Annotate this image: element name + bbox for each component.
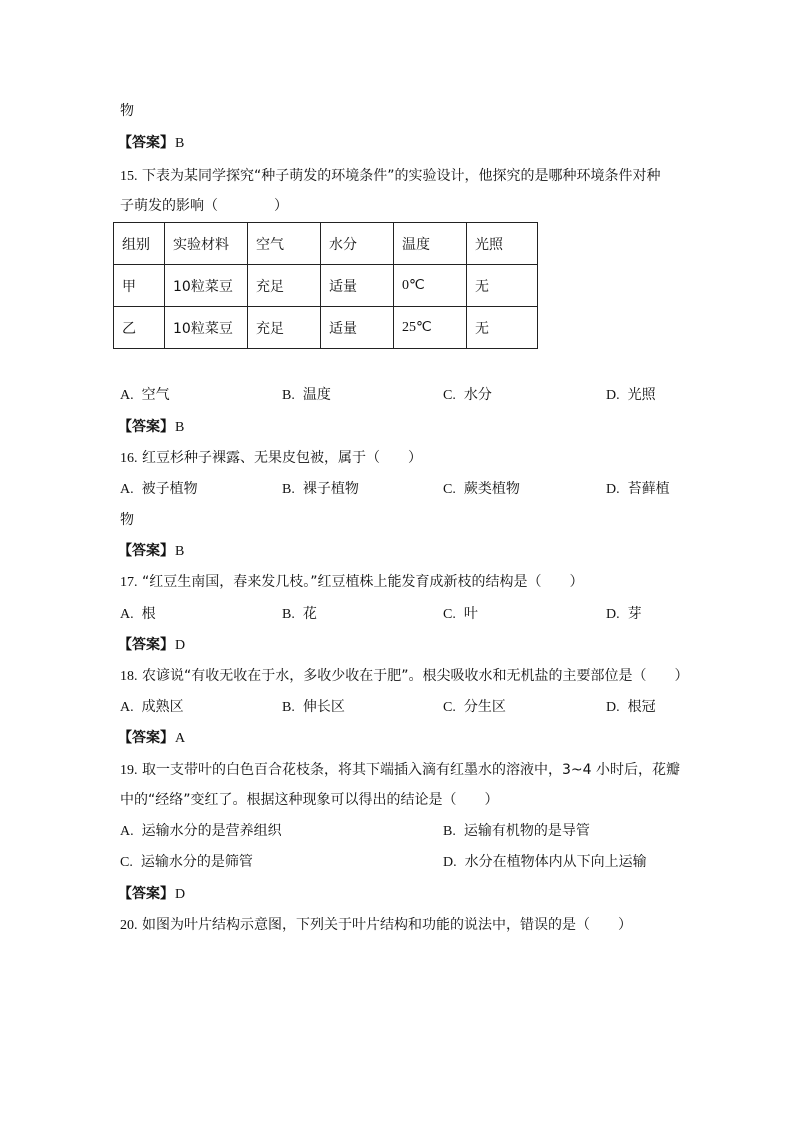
answer-line-16 [118, 541, 184, 562]
option-a[interactable] [120, 604, 156, 625]
table-cell: 25℃ [394, 307, 467, 349]
option-b[interactable] [282, 604, 317, 625]
answer-value: B [175, 420, 185, 435]
option-text: 水分在植物体内从下向上运输 [464, 854, 647, 870]
option-text: 分生区 [463, 699, 506, 715]
option-text: 苔藓植 [627, 481, 670, 497]
option-c[interactable] [120, 852, 253, 873]
option-text: 叶 [463, 606, 478, 622]
options-19-row2 [120, 852, 680, 872]
table-header-row [114, 223, 538, 265]
option-key: D. [606, 388, 620, 403]
question-text: 红豆杉种子裸露、无果皮包被，属于（ ） [141, 450, 422, 466]
option-text: 根 [141, 606, 156, 622]
option-key: D. [606, 482, 620, 497]
question-number: 18. [120, 669, 138, 684]
option-key: C. [443, 607, 456, 622]
option-c[interactable] [443, 697, 506, 718]
answer-label: 【答案】 [118, 637, 174, 653]
option-b[interactable] [282, 479, 359, 500]
options-18 [120, 697, 680, 717]
option-c[interactable] [443, 385, 492, 406]
option-d[interactable] [606, 385, 656, 406]
option-b[interactable] [443, 821, 590, 842]
question-number: 16. [120, 451, 138, 466]
table-cell: 适量 [321, 265, 394, 307]
option-c[interactable] [443, 604, 478, 625]
answer-label: 【答案】 [118, 886, 174, 902]
table-cell: 充足 [248, 265, 321, 307]
options-15 [120, 385, 680, 405]
option-key: C. [443, 700, 456, 715]
option-key: D. [606, 700, 620, 715]
question-text: 农谚说“有收无收在于水，多收少收在于肥”。根尖吸收水和无机盐的主要部位是（ ） [141, 668, 689, 684]
option-text: 成熟区 [141, 699, 184, 715]
options-19-row1 [120, 821, 680, 841]
question-19-line2: 中的“经络”变红了。根据这种现象可以得出的结论是（ ） [120, 792, 499, 808]
option-text: 空气 [141, 387, 170, 403]
option-a[interactable] [120, 821, 282, 842]
option-text: 运输水分的是筛管 [140, 854, 253, 870]
option-key: A. [120, 482, 134, 497]
experiment-table [113, 222, 538, 349]
answer-label: 【答案】 [118, 135, 174, 151]
table-header-cell: 温度 [394, 223, 467, 265]
option-key: B. [282, 482, 295, 497]
question-20 [120, 915, 632, 936]
table-cell: 甲 [114, 265, 165, 307]
option-text: 伸长区 [302, 699, 345, 715]
question-number: 17. [120, 575, 138, 590]
table-row [114, 265, 538, 307]
answer-value: D [175, 887, 186, 902]
option-text: 光照 [627, 387, 656, 403]
answer-line-17 [118, 635, 185, 656]
option-key: C. [120, 855, 133, 870]
question-text: 下表为某同学探究“种子萌发的环境条件”的实验设计，他探究的是哪种环境条件对种 [141, 168, 661, 184]
table-header-cell: 空气 [248, 223, 321, 265]
answer-value: B [175, 136, 185, 151]
option-text: 花 [302, 606, 317, 622]
option-text: 根冠 [627, 699, 656, 715]
option-a[interactable] [120, 697, 184, 718]
option-key: D. [606, 607, 620, 622]
answer-line-15 [118, 417, 184, 438]
question-text: “红豆生南国，春来发几枝。”红豆植株上能发育成新枝的结构是（ ） [141, 574, 584, 590]
continuation-text: 物 [120, 512, 134, 528]
option-text: 水分 [463, 387, 492, 403]
table-row [114, 307, 538, 349]
option-text: 温度 [302, 387, 331, 403]
table-cell: 0℃ [394, 265, 467, 307]
option-key: A. [120, 388, 134, 403]
options-16 [120, 479, 680, 499]
option-a[interactable] [120, 385, 170, 406]
answer-label: 【答案】 [118, 730, 174, 746]
option-key: C. [443, 482, 456, 497]
option-d[interactable] [443, 852, 647, 873]
option-key: B. [282, 607, 295, 622]
table-header-cell: 实验材料 [165, 223, 248, 265]
option-key: B. [443, 824, 456, 839]
answer-line-19 [118, 884, 185, 905]
option-key: A. [120, 607, 134, 622]
question-16 [120, 448, 422, 469]
question-15-line2: 子萌发的影响（ ） [120, 198, 288, 214]
question-15-line1 [120, 166, 660, 187]
question-18 [120, 666, 688, 687]
table-cell: 充足 [248, 307, 321, 349]
table-cell: 乙 [114, 307, 165, 349]
option-b[interactable] [282, 385, 331, 406]
option-text: 运输水分的是营养组织 [141, 823, 282, 839]
table-cell: 无 [467, 265, 538, 307]
continuation-text: 物 [120, 103, 134, 119]
option-b[interactable] [282, 697, 345, 718]
option-key: B. [282, 388, 295, 403]
option-text: 裸子植物 [302, 481, 359, 497]
answer-label: 【答案】 [118, 419, 174, 435]
table-cell: 10粒菜豆 [165, 307, 248, 349]
answer-value: A [175, 731, 186, 746]
table-cell: 10粒菜豆 [165, 265, 248, 307]
option-text: 芽 [627, 606, 642, 622]
answer-value: B [175, 544, 185, 559]
question-number: 15. [120, 169, 138, 184]
question-number: 20. [120, 918, 138, 933]
option-text: 运输有机物的是导管 [463, 823, 590, 839]
option-key: A. [120, 700, 134, 715]
question-text: 如图为叶片结构示意图，下列关于叶片结构和功能的说法中，错误的是（ ） [141, 917, 632, 933]
option-c[interactable] [443, 479, 520, 500]
option-a[interactable] [120, 479, 198, 500]
table-cell: 无 [467, 307, 538, 349]
answer-label: 【答案】 [118, 543, 174, 559]
option-key: A. [120, 824, 134, 839]
option-text: 蕨类植物 [463, 481, 520, 497]
options-17 [120, 604, 680, 624]
answer-value: D [175, 638, 186, 653]
option-key: D. [443, 855, 457, 870]
question-17 [120, 572, 583, 593]
table-header-cell: 水分 [321, 223, 394, 265]
option-d[interactable] [606, 604, 642, 625]
option-key: B. [282, 700, 295, 715]
table-cell: 适量 [321, 307, 394, 349]
question-text: 取一支带叶的白色百合花枝条，将其下端插入滴有红墨水的溶液中，3~4 小时后，花瓣 [141, 762, 680, 778]
question-number: 19. [120, 763, 138, 778]
table-header-cell: 光照 [467, 223, 538, 265]
option-key: C. [443, 388, 456, 403]
option-text: 被子植物 [141, 481, 198, 497]
option-d[interactable] [606, 479, 670, 500]
table-header-cell: 组别 [114, 223, 165, 265]
answer-line-14 [118, 133, 184, 154]
option-d[interactable] [606, 697, 656, 718]
question-19-line1 [120, 760, 680, 781]
answer-line-18 [118, 728, 185, 749]
